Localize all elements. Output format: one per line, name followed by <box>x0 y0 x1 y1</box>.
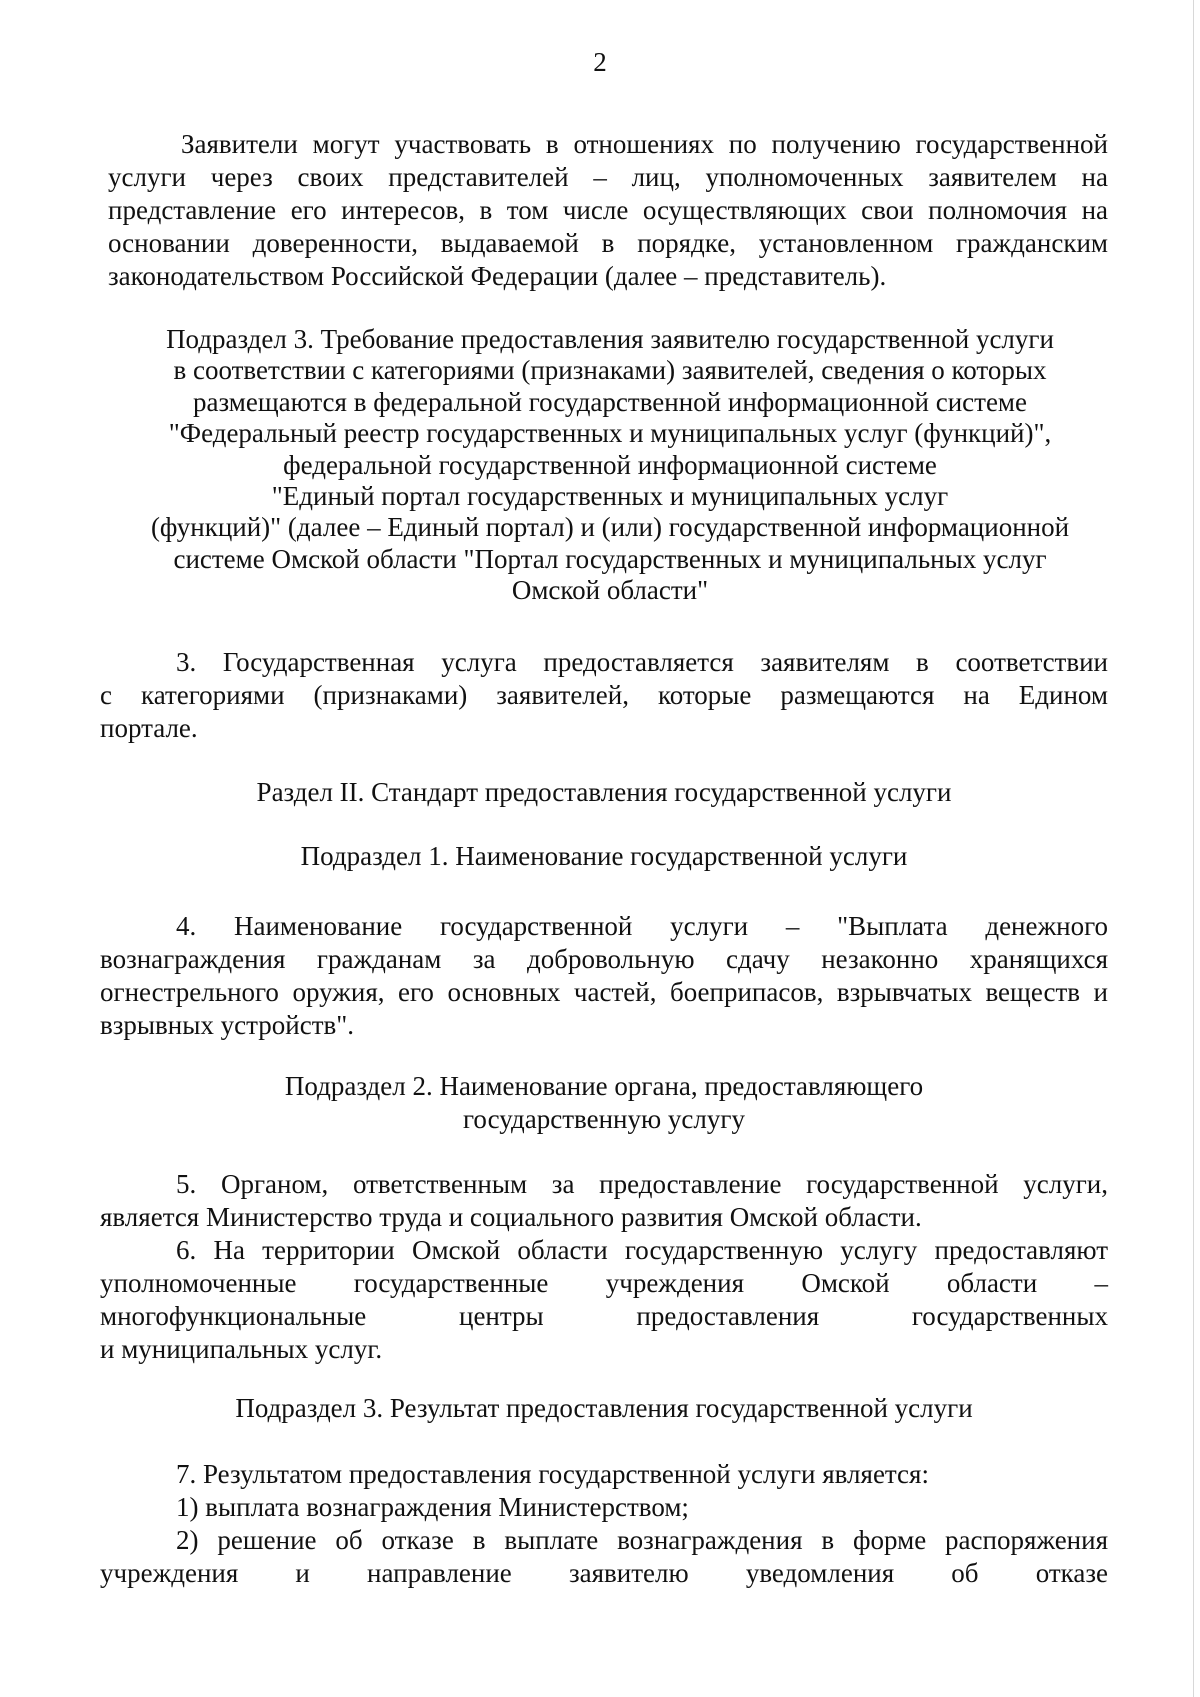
heading-line: "Единый портал государственных и муниципальных услуг <box>271 481 949 512</box>
text-line: и муниципальных услуг. <box>100 1334 383 1364</box>
heading-subsection-1: Подраздел 1. Наименование государственной услуги <box>300 841 908 871</box>
paragraph-representatives <box>108 128 1108 293</box>
paragraph-3 <box>100 646 1108 745</box>
paragraph-6 <box>100 1234 1108 1366</box>
heading-line: "Федеральный реестр государственных и муниципальных услуг (функций)", <box>168 418 1052 449</box>
text-line: с категориями (признаками) заявителей, которые размещаются на Едином <box>100 680 1108 710</box>
text-line: 6. На территории Омской области государственную услугу предоставляют <box>176 1235 1108 1265</box>
text-line: услуги через своих представителей – лиц, уполномоченных заявителем на <box>108 162 1108 192</box>
heading-subsection-3-result: Подраздел 3. Результат предоставления государственной услуги <box>235 1393 973 1423</box>
text-line: учреждения и направление заявителю уведомления об отказе <box>100 1558 1108 1588</box>
text-line: Заявители могут участвовать в отношениях по получению государственной <box>181 129 1108 159</box>
scan-edge-line <box>1193 0 1194 1697</box>
text-line: взрывных устройств". <box>100 1010 355 1040</box>
text-line: портале. <box>100 713 198 743</box>
page-number: 2 <box>593 47 607 77</box>
heading-line: федеральной государственной информационной системе <box>283 449 937 480</box>
heading-subsection-3-requirements <box>100 324 1120 607</box>
heading-line: Подраздел 2. Наименование органа, предоставляющего <box>284 1071 924 1101</box>
text-line: огнестрельного оружия, его основных частей, боеприпасов, взрывчатых веществ и <box>100 977 1108 1007</box>
list-item: 1) выплата вознаграждения Министерством; <box>176 1492 689 1522</box>
heading-line: государственную услугу <box>463 1104 745 1134</box>
text-line: 7. Результатом предоставления государственной услуги является: <box>176 1459 929 1489</box>
heading-line: в соответствии с категориями (признаками) заявителей, сведения о которых <box>173 355 1047 386</box>
text-line: вознаграждения гражданам за добровольную сдачу незаконно хранящихся <box>100 944 1108 974</box>
text-line: законодательством Российской Федерации (далее – представитель). <box>108 261 887 291</box>
heading-line: (функций)" (далее – Единый портал) и (или) государственной информационной <box>150 512 1070 543</box>
text-line: 5. Органом, ответственным за предоставление государственной услуги, <box>176 1169 1108 1199</box>
heading-line: системе Омской области "Портал государственных и муниципальных услуг <box>173 543 1047 574</box>
paragraph-7 <box>100 1458 1108 1590</box>
text-line: уполномоченные государственные учреждения Омской области – <box>100 1268 1108 1298</box>
text-line: основании доверенности, выдаваемой в порядке, установленном гражданским <box>108 228 1108 258</box>
heading-line: размещаются в федеральной государственной информационной системе <box>192 386 1028 417</box>
text-line: многофункциональные центры предоставления государственных <box>100 1301 1108 1331</box>
list-item: 2) решение об отказе в выплате вознаграждения в форме распоряжения <box>176 1525 1108 1555</box>
heading-line: Омской области" <box>511 575 709 606</box>
heading-section-2: Раздел II. Стандарт предоставления государственной услуги <box>256 777 952 807</box>
text-line: представление его интересов, в том числе осуществляющих свои полномочия на <box>108 195 1108 225</box>
text-line: 4. Наименование государственной услуги – "Выплата денежного <box>176 911 1108 941</box>
heading-line: Подраздел 3. Требование предоставления заявителю государственной услуги <box>166 324 1054 354</box>
text-line: является Министерство труда и социального развития Омской области. <box>100 1202 922 1232</box>
text-line: 3. Государственная услуга предоставляется заявителям в соответствии <box>176 647 1108 677</box>
paragraph-4 <box>100 910 1108 1042</box>
paragraph-5 <box>100 1168 1108 1234</box>
heading-subsection-2 <box>100 1070 1108 1136</box>
